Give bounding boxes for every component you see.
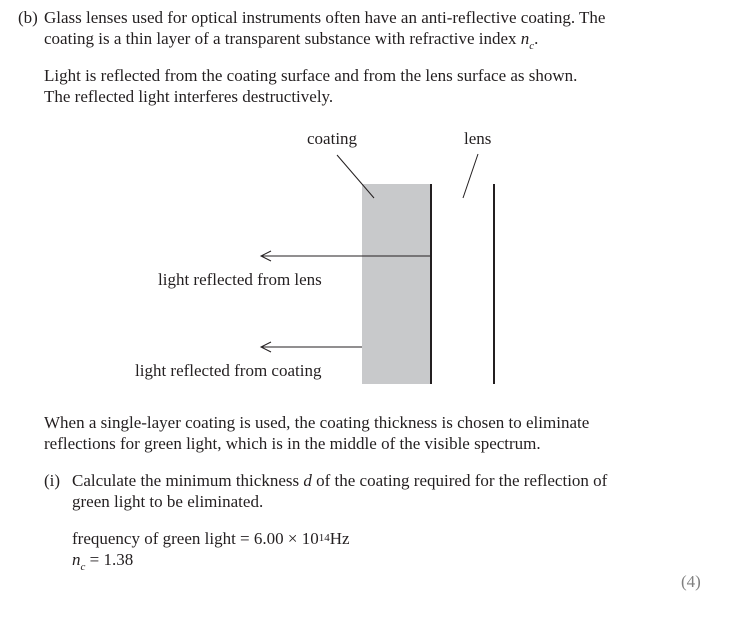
reflected-from-coating-label: light reflected from coating [135,361,322,380]
intro-line-1: Glass lenses used for optical instruments often have an anti-reflective coating. The [44,8,606,27]
reflected-from-lens-label: light reflected from lens [158,270,322,289]
frequency-exponent: 14 [318,532,330,544]
refractive-index-subscript: c [529,40,535,52]
nc-symbol: n [72,550,81,569]
part-i-marker: (i) [44,471,61,490]
coating-label: coating [307,129,358,148]
frequency-text: frequency of green light = 6.00 × 10 [72,529,319,548]
para3-line-1: When a single-layer coating is used, the coating thickness is chosen to eliminate [44,413,590,432]
lens-label: lens [464,129,492,148]
coating-layer [362,184,431,384]
part-b-marker: (b) [18,8,38,27]
para2-line-1: Light is reflected from the coating surface and from the lens surface as shown. [44,66,578,85]
part-i-line-2: green light to be eliminated. [72,492,264,511]
thickness-symbol: d [303,471,312,490]
refractive-index-symbol: n [520,29,530,48]
para3-line-2: reflections for green light, which is in the middle of the visible spectrum. [44,434,541,453]
coating-leader-line [337,155,374,198]
frequency-line [72,529,350,551]
part-i-line-1 [72,471,607,491]
refractive-index-line [72,550,133,572]
frequency-unit: Hz [329,529,350,548]
intro-line-2-text: coating is a thin layer of a transparent substance with refractive index [44,29,521,48]
para2-line-2: The reflected light interferes destructively. [44,87,334,106]
marks-label: (4) [681,572,701,591]
part-i-line-1-end: of the coating required for the reflection of [311,471,608,490]
nc-subscript: c [80,561,86,573]
nc-value: = 1.38 [85,550,134,569]
lens-leader-line [463,154,478,198]
part-i-line-1-text: Calculate the minimum thickness [72,471,304,490]
intro-line-2-end: . [534,29,539,48]
